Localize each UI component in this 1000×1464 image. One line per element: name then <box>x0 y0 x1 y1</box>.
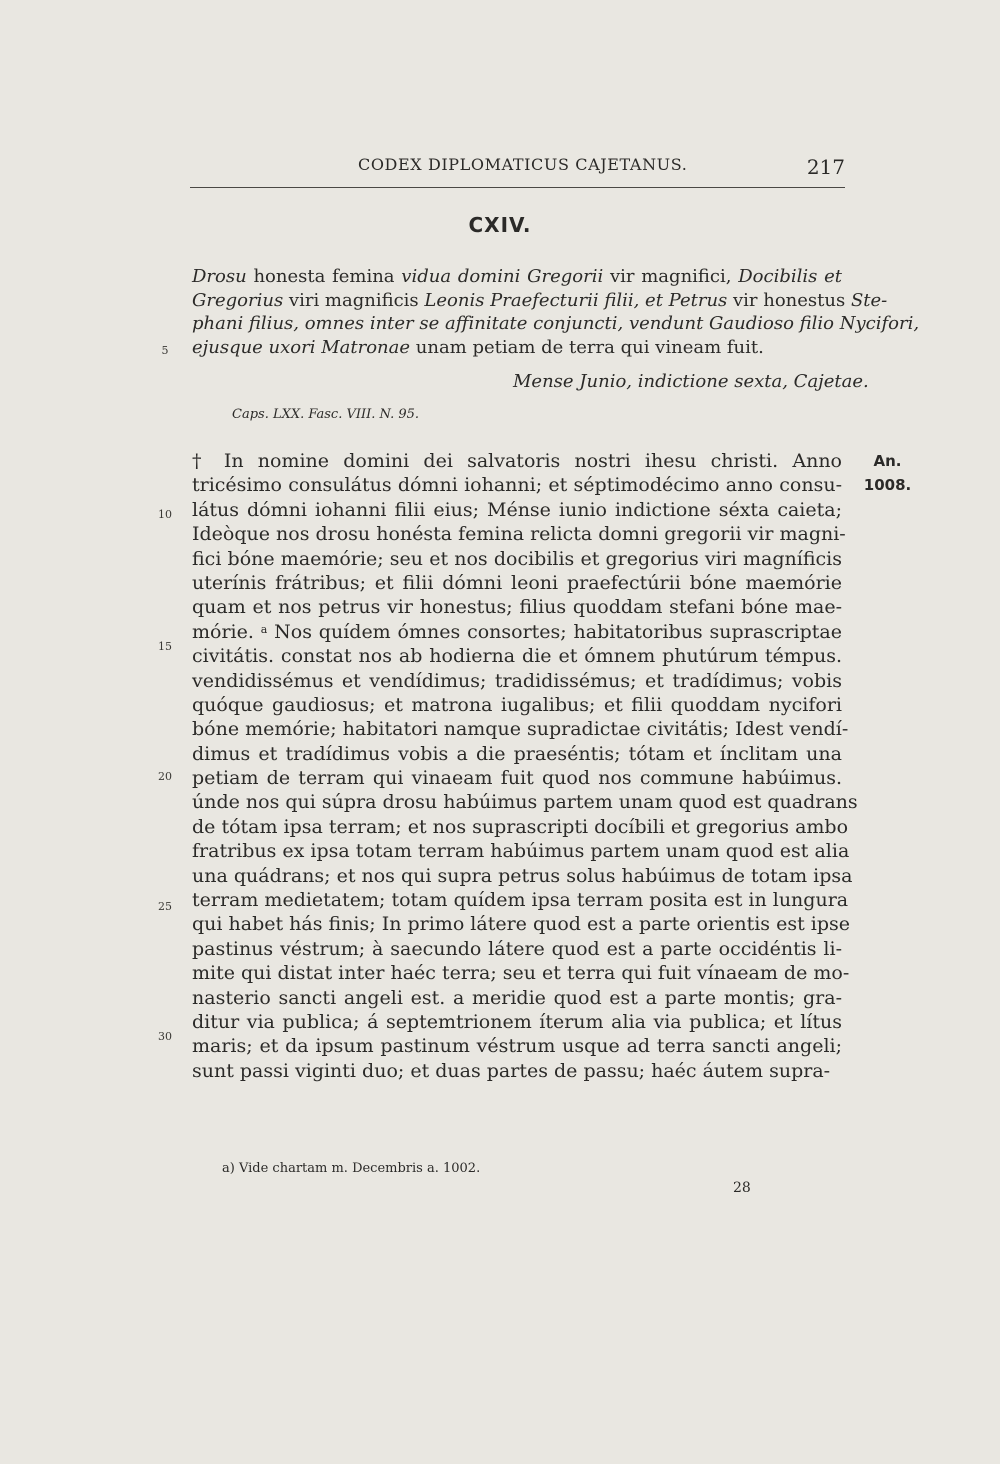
text-line: dimus et tradídimus vobis a die praeséntis; tótam et ínclitam una <box>192 742 842 765</box>
margin-year-value: 1008. <box>863 476 912 494</box>
text-line: quam et nos petrus vir honestus; filius quoddam stefani bóne mae- <box>192 596 842 619</box>
text-line: mite qui distat inter haéc terra; seu et terra qui fuit vínaeam de mo- <box>192 962 850 985</box>
text-line: fratribus ex ipsa totam terram habúimus partem unam quod est alia <box>192 840 850 863</box>
line-number: 30 <box>158 1030 172 1043</box>
summary-line: ejusque uxori Matronae unam petiam de terra qui vineam fuit. <box>192 336 764 358</box>
text-line: civitátis. constat nos ab hodierna die et ómnem phutúrum témpus. <box>192 645 842 668</box>
text-line: maris; et da ipsum pastinum véstrum usque ad terra sancti angeli; <box>192 1035 842 1058</box>
text-line: de tótam ipsa terram; et nos suprascripti docíbili et gregorius ambo <box>192 815 849 838</box>
running-header <box>190 155 845 185</box>
text-line: terram medietatem; totam quídem ipsa terram posita est in lungura <box>192 889 849 912</box>
text-line: uterínis frátribus; et filii dómni leoni praefectúrii bóne maemórie <box>192 571 842 594</box>
line-number: 15 <box>158 640 172 653</box>
text-line: petiam de terram qui vinaeam fuit quod nos commune habúimus. <box>192 767 842 790</box>
text-line: qui habet hás finis; In primo látere quod est a parte orientis est ipse <box>192 913 850 936</box>
text-line: pastinus véstrum; à saecundo látere quod est a parte occidéntis li- <box>192 937 842 960</box>
footnote-marker[interactable]: a <box>260 622 268 636</box>
text-line: una quádrans; et nos qui supra petrus solus habúimus de totam ipsa <box>192 864 853 887</box>
text-line: † In nomine domini dei salvatoris nostri ihesu christi. Anno <box>192 450 842 472</box>
summary-line: phani filius, omnes inter se affinitate conjuncti, vendunt Gaudioso filio Nycifori, <box>192 313 920 334</box>
text-line: bóne memórie; habitatori namque supradictae civitátis; Idest vendí- <box>192 718 849 741</box>
page-number: 217 <box>806 155 845 179</box>
charter-text <box>192 449 858 1083</box>
summary-line: Gregorius viri magnificis Leonis Praefecturii filii, et Petrus vir honestus Ste- <box>192 289 888 311</box>
summary-dateline: Mense Junio, indictione sexta, Cajetae. <box>513 371 869 392</box>
line-number: 20 <box>158 770 172 783</box>
text-line: vendidissémus et vendídimus; tradidissémus; et tradídimus; vobis <box>192 669 842 692</box>
header-rule <box>190 187 845 188</box>
text-line: nasterio sancti angeli est. a meridie quod est a parte montis; gra- <box>192 986 842 1009</box>
text-line: látus dómni iohanni filii eius; Ménse iunio indictione séxta caieta; <box>192 498 842 521</box>
margin-year-label: An. <box>873 452 902 470</box>
footnote: a) Vide chartam m. Decembris a. 1002. <box>222 1161 481 1176</box>
text-line: Ideòque nos drosu honésta femina relicta domni gregorii vir magni- <box>192 523 846 546</box>
text-line: únde nos qui súpra drosu habúimus partem unam quod est quadrans <box>192 791 858 814</box>
text-line: quóque gaudiosus; et matrona iugalibus; et filii quoddam nycifori <box>192 693 842 716</box>
document-number: CXIV. <box>468 213 532 237</box>
line-number: 25 <box>158 900 172 913</box>
text-line: sunt passi viginti duo; et duas partes de passu; haéc áutem supra- <box>192 1059 831 1082</box>
text-line: mórie. $^a$ Nos quídem ómnes consortes; habitatoribus suprascriptae <box>192 620 842 643</box>
text-line: fici bóne maemórie; seu et nos docibilis et gregorius viri magníficis <box>192 547 842 570</box>
running-head-title: CODEX DIPLOMATICUS CAJETANUS. <box>358 155 688 174</box>
signature-mark: 28 <box>733 1180 751 1196</box>
text-line: tricésimo consulátus dómni iohanni; et séptimodécimo anno consu- <box>192 474 842 497</box>
line-number: 10 <box>158 508 172 521</box>
document-summary <box>192 265 920 359</box>
line-number: 5 <box>161 344 169 357</box>
summary-line: Drosu honesta femina vidua domini Gregorii vir magnifici, Docibilis et <box>192 266 843 287</box>
text-line: ditur via publica; á septemtrionem íterum alia via publica; et lítus <box>192 1010 842 1033</box>
archive-citation: Caps. LXX. Fasc. VIII. N. 95. <box>232 407 420 422</box>
